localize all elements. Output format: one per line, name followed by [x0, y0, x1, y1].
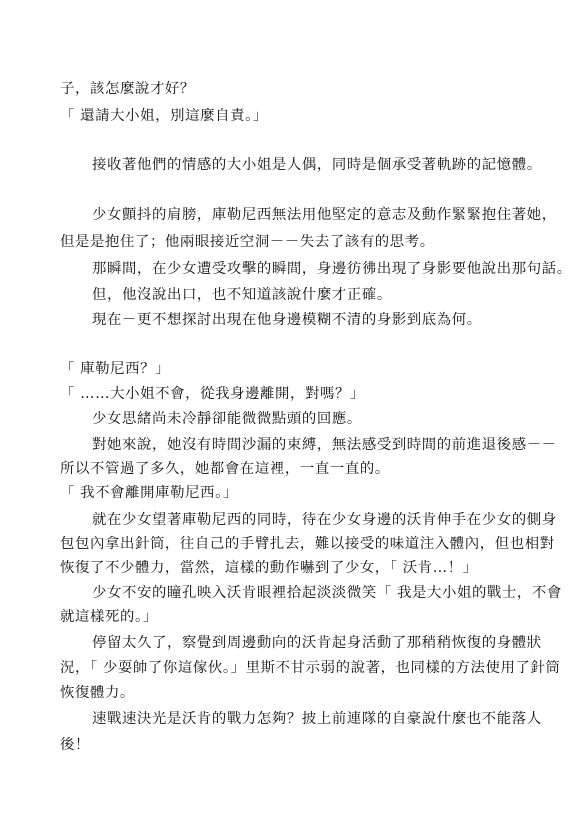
text-line: 況，「 少耍帥了你這傢伙。」里斯不甘示弱的說著，也同樣的方法使用了針筒	[60, 660, 561, 676]
text-line: 但是是抱住了；他兩眼接近空洞－－失去了該有的思考。	[60, 234, 435, 250]
text-line: 所以不管過了多久，她都會在這裡，一直一直的。	[60, 461, 390, 477]
text-line: 子，該怎麼說才好？	[60, 81, 195, 97]
text-line: 恢復體力。	[60, 685, 135, 701]
text-line: 「 我不會離開庫勒尼西。」	[60, 485, 238, 501]
text-line: 停留太久了，察覺到周邊動向的沃肯起身活動了那稍稍恢復的身體狀	[92, 635, 542, 651]
text-line: 「 ……大小姐不會，從我身邊離開，對嗎？」	[60, 386, 365, 402]
text-line: 那瞬間，在少女遭受攻擊的瞬間，身邊彷彿出現了身影要他說出那句話。	[92, 261, 572, 277]
text-line: 接收著他們的情感的大小姐是人偶，同時是個承受著軌跡的記憶體。	[92, 157, 542, 173]
text-line: 現在－更不想探討出現在他身邊模糊不清的身影到底為何。	[92, 312, 482, 328]
text-line: 「 還請大小姐，別這麼自責。」	[60, 108, 268, 124]
text-line: 對她來說，她沒有時間沙漏的束縛，無法感受到時間的前進退後感－－	[92, 437, 557, 453]
text-line: 包包內拿出針筒，往自己的手臂扎去，難以接受的味道注入體內，但也相對	[60, 536, 555, 552]
text-line: 少女思緒尚未冷靜卻能微微點頭的回應。	[92, 411, 362, 427]
text-line: 就在少女望著庫勒尼西的同時，待在少女身邊的沃肯伸手在少女的側身	[92, 512, 557, 528]
text-line: 「 庫勒尼西？」	[60, 361, 171, 377]
text-line: 速戰速決光是沃肯的戰力怎夠？披上前連隊的自豪說什麼也不能落人	[92, 711, 542, 727]
text-line: 少女不安的瞳孔映入沃肯眼裡拾起淡淡微笑「 我是大小姐的戰士，不會	[92, 585, 562, 601]
text-line: 恢復了不少體力，當然，這樣的動作嚇到了少女，「 沃肯…！」	[60, 560, 478, 576]
text-line: 後！	[60, 737, 90, 753]
text-line: 少女顫抖的肩膀，庫勒尼西無法用他堅定的意志及動作緊緊抱住著她，	[92, 207, 557, 223]
text-line: 就這樣死的。」	[60, 609, 158, 625]
text-line: 但，他沒說出口，也不知道該說什麼才正確。	[92, 287, 392, 303]
